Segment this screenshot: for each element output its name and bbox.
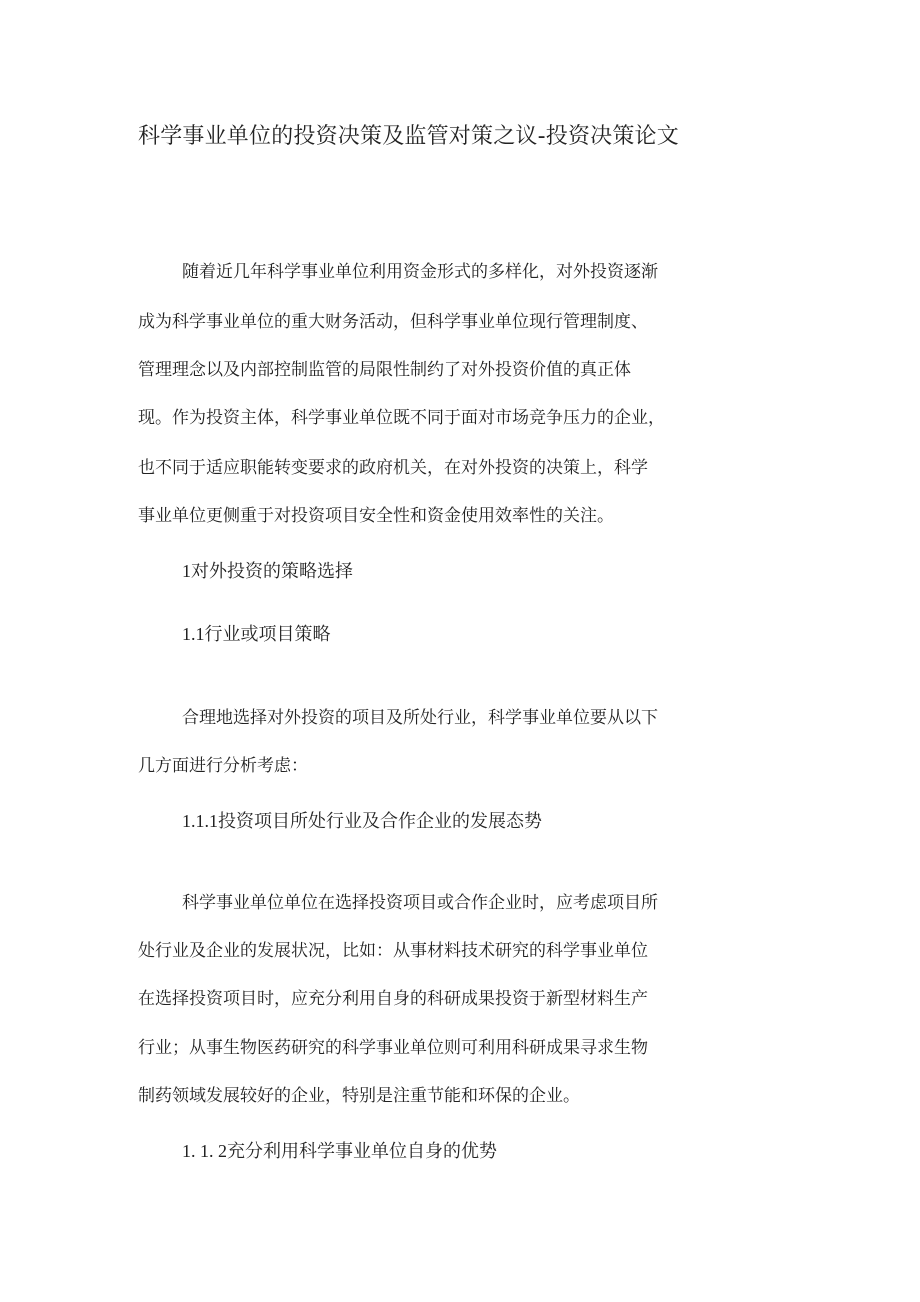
section-heading-1-1-2: 1. 1. 2充分利用科学事业单位自身的优势 [182, 1141, 497, 1161]
para-1-1-1-line: 在选择投资项目时，应充分利用自身的科研成果投资于新型材料生产 [138, 989, 648, 1009]
section-heading-1-1-1: 1.1.1投资项目所处行业及合作企业的发展态势 [182, 811, 542, 831]
para-1-1-1-line: 科学事业单位单位在选择投资项目或合作企业时，应考虑项目所 [182, 893, 658, 913]
para-1-1-1-line: 行业；从事生物医药研究的科学事业单位则可利用科研成果寻求生物 [138, 1038, 648, 1058]
intro-line: 也不同于适应职能转变要求的政府机关，在对外投资的决策上，科学 [138, 458, 648, 478]
intro-line: 成为科学事业单位的重大财务活动，但科学事业单位现行管理制度、 [138, 312, 648, 332]
para-1-1-line: 合理地选择对外投资的项目及所处行业，科学事业单位要从以下 [182, 708, 658, 728]
document-title: 科学事业单位的投资决策及监管对策之议-投资决策论文 [138, 124, 679, 149]
section-heading-1-1: 1.1行业或项目策略 [182, 624, 331, 644]
para-1-1-line: 几方面进行分析考虑： [138, 756, 308, 776]
intro-line: 现。作为投资主体，科学事业单位既不同于面对市场竞争压力的企业， [138, 408, 665, 428]
intro-line: 事业单位更侧重于对投资项目安全性和资金使用效率性的关注。 [138, 506, 614, 526]
section-heading-1: 1对外投资的策略选择 [182, 561, 353, 581]
para-1-1-1-line: 制药领域发展较好的企业，特别是注重节能和环保的企业。 [138, 1086, 580, 1106]
para-1-1-1-line: 处行业及企业的发展状况，比如：从事材料技术研究的科学事业单位 [138, 941, 648, 961]
intro-line: 随着近几年科学事业单位利用资金形式的多样化，对外投资逐渐 [182, 262, 658, 282]
intro-line: 管理理念以及内部控制监管的局限性制约了对外投资价值的真正体 [138, 360, 631, 380]
